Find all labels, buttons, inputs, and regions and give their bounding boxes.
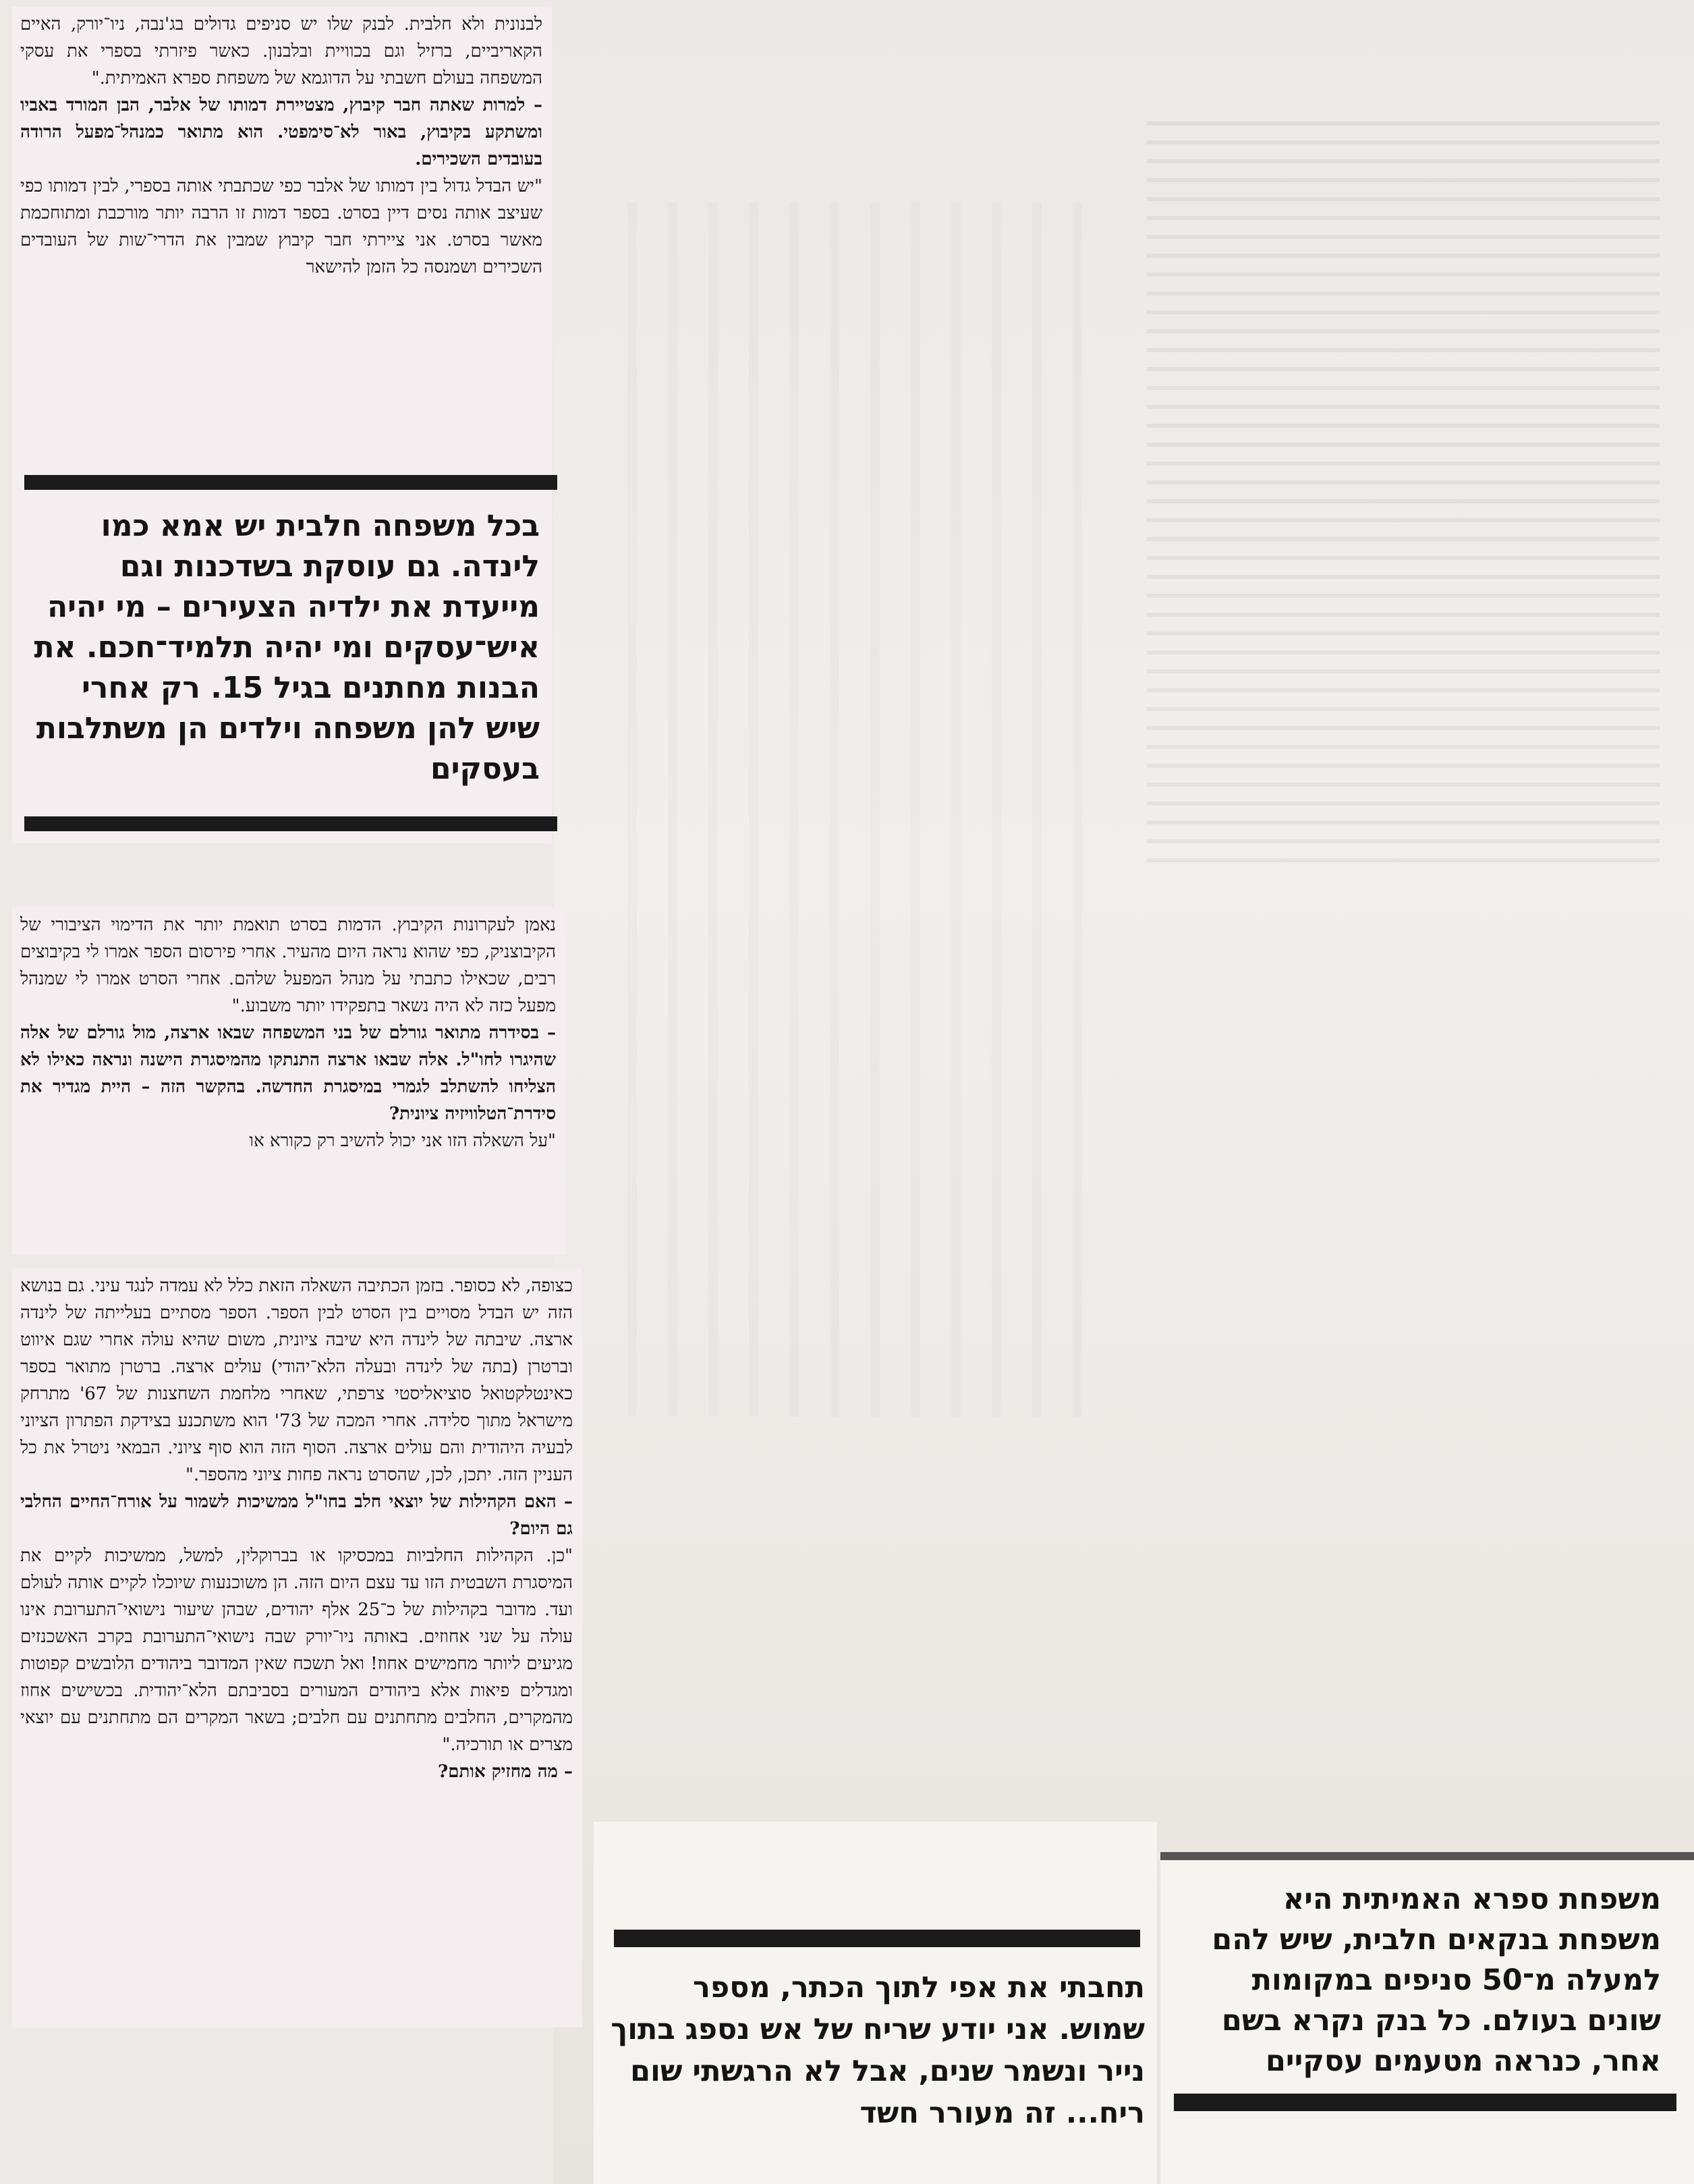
clipping-column-3 [12, 1268, 582, 2027]
faded-image-area [627, 202, 1100, 1417]
col2-question: – בסידרה מתואר גורלם של בני המשפחה שבאו ארצה, מול גורלם של אלה שהיגרו לחו"ל. אלה שבאו ארצה התנתקו מהמיסגרת הישנה ונראה כאילו לא הצליחו להשתלב לגמרי במיסגרת החדשה. בהקשר הזה – היית מגדיר את סידרת־הטלוויזיה ציונית? [20, 1023, 556, 1124]
pullquote-right: משפחת ספרא האמיתית היא משפחת בנקאים חלבית, שיש להם למעלה מ־50 סניפים במקומות שונים בעולם. כל בנק נקרא בשם אחר, כנראה מטעמים עסקיים [1212, 1882, 1661, 2078]
pullquote-right-rule-upper [1160, 1852, 1694, 1860]
clipping-column-1 [12, 7, 552, 466]
col1-question: – למרות שאתה חבר קיבוץ, מצטיירת דמותו של אלבר, הבן המורד באביו ומשתקע בקיבוץ, באור לא־סימפטי. הוא מתואר כמנהל־מפעל הרודה בעובדים השכירים. [20, 95, 542, 169]
col3-question-1: – האם הקהילות של יוצאי חלב בחו"ל ממשיכות לשמור על אורח־החיים החלבי גם היום? [20, 1492, 573, 1539]
pullquote-top-rule-lower [24, 816, 557, 831]
pullquote-top: בכל משפחה חלבית יש אמא כמו לינדה. גם עוסקת בשדכנות וגם מייעדת את ילדיה הצעירים – מי יהיה איש־עסקים ומי יהיה תלמיד־חכם. את הבנות מחתנים בגיל 15. רק אחרי שיש להן משפחה וילדים הן משתלבות בעסקים [34, 509, 540, 786]
col2-paragraph-1: נאמן לעקרונות הקיבוץ. הדמות בסרט תואמת יותר את הדימוי הציבורי של הקיבוצניק, כפי שהוא נראה היום מהעיר. אחרי פירסום הספר אמרו לי בקיבוצים רבים, שכאילו כתבתי על מנהל המפעל שלהם. אחרי הסרט אמרו לי שמנהל מפעל כזה לא היה נשאר בתפקידו יותר משבוע." [20, 915, 556, 1016]
col1-paragraph-2: "יש הבדל גדול בין דמותו של אלבר כפי שכתבתי אותה בספרי, לבין דמותו כפי שעיצב אותה נסים דיין בסרט. בספר דמות זו הרבה יותר מורכבת ומתוחכמת מאשר בסרט. אני ציירתי חבר קיבוץ שמבין את הדרי־שות של העובדים השכירים ושמנסה כל הזמן להישאר [20, 176, 542, 277]
pullquote-middle-box [594, 1822, 1157, 2184]
col2-paragraph-2: "על השאלה הזו אני יכול להשיב רק כקורא או [249, 1131, 556, 1151]
pullquote-right-rule-lower [1174, 2094, 1676, 2111]
col3-paragraph-1: כצופה, לא כסופר. בזמן הכתיבה השאלה הזאת כלל לא עמדה לנגד עיני. גם בנושא הזה יש הבדל מסויים בין הסרט לבין הספר. הספר מסתיים בעלייתה של לינדה ארצה. שיבתה של לינדה היא שיבה ציונית, משום שהיא עולה אחרי שגם איווט וברטרן (בתה של לינדה ובעלה הלא־יהודי) עולים ארצה. ברטרן מתואר בספר כאינטלקטואל סוציאליסטי צרפתי, שאחרי מלחמת השחצנות של 67' מתרחק מישראל מתוך סלידה. אחרי המכה של 73' הוא משתכנע בצידקת הפתרון הציוני לבעיה היהודית והם עולים ארצה. הסוף הזה הוא סוף ציוני. הבמאי ניטרל את כל העניין הזה. יתכן, לכן, שהסרט נראה פחות ציוני מהספר." [20, 1276, 573, 1485]
col3-question-2: – מה מחזיק אותם? [438, 1762, 573, 1782]
clipping-column-2 [12, 907, 565, 1255]
pullquote-middle-rule [614, 1930, 1140, 1947]
pullquote-top-box [12, 466, 552, 843]
col3-paragraph-2: "כן. הקהילות החלביות במכסיקו או בברוקלין, למשל, ממשיכות לקיים את המיסגרת השבטית הזו עד עצם היום הזה. הן משוכנעות שיוכלו לקיים אותה לעולם ועד. מדובר בקהילות של כ־25 אלף יהודים, שבהן שיעור נישואי־התערובת אינו עולה על שני אחוזים. באותה ניו־יורק שבה נישואי־התערובת בקרב האשכנזים מגיעים ליותר מחמישים אחוז! ואל תשכח שאין המדובר ביהודים הלובשים קפוטות ומגדלים פיאות אלא ביהודים המעורים בסביבתם הלא־יהודית. בכשישים אחוז מהמקרים, החלבים מתחתנים עם חלבים; בשאר המקרים הם מתחתנים עם יוצאי מצרים או תורכיה." [20, 1546, 573, 1755]
pullquote-top-rule-upper [24, 475, 557, 490]
pullquote-middle: תחבתי את אפי לתוך הכתר, מספר שמוש. אני יודע שריח של אש נספג בתוך נייר ונשמר שנים, אבל לא הרגשתי שום ריח... זה מעורר חשד [611, 1971, 1145, 2130]
pullquote-right-box [1160, 1852, 1694, 2184]
col1-paragraph-1: לבנונית ולא חלבית. לבנק שלו יש סניפים גדולים בג'נבה, ניו־יורק, האיים הקאריביים, ברזיל וגם בכוויית ובלבנון. כאשר פיזרתי בספרי את עסקי המשפחה בעולם חשבתי על הדוגמא של משפחת ספרא האמיתית." [20, 14, 542, 88]
faded-english-text-area [1147, 121, 1660, 864]
